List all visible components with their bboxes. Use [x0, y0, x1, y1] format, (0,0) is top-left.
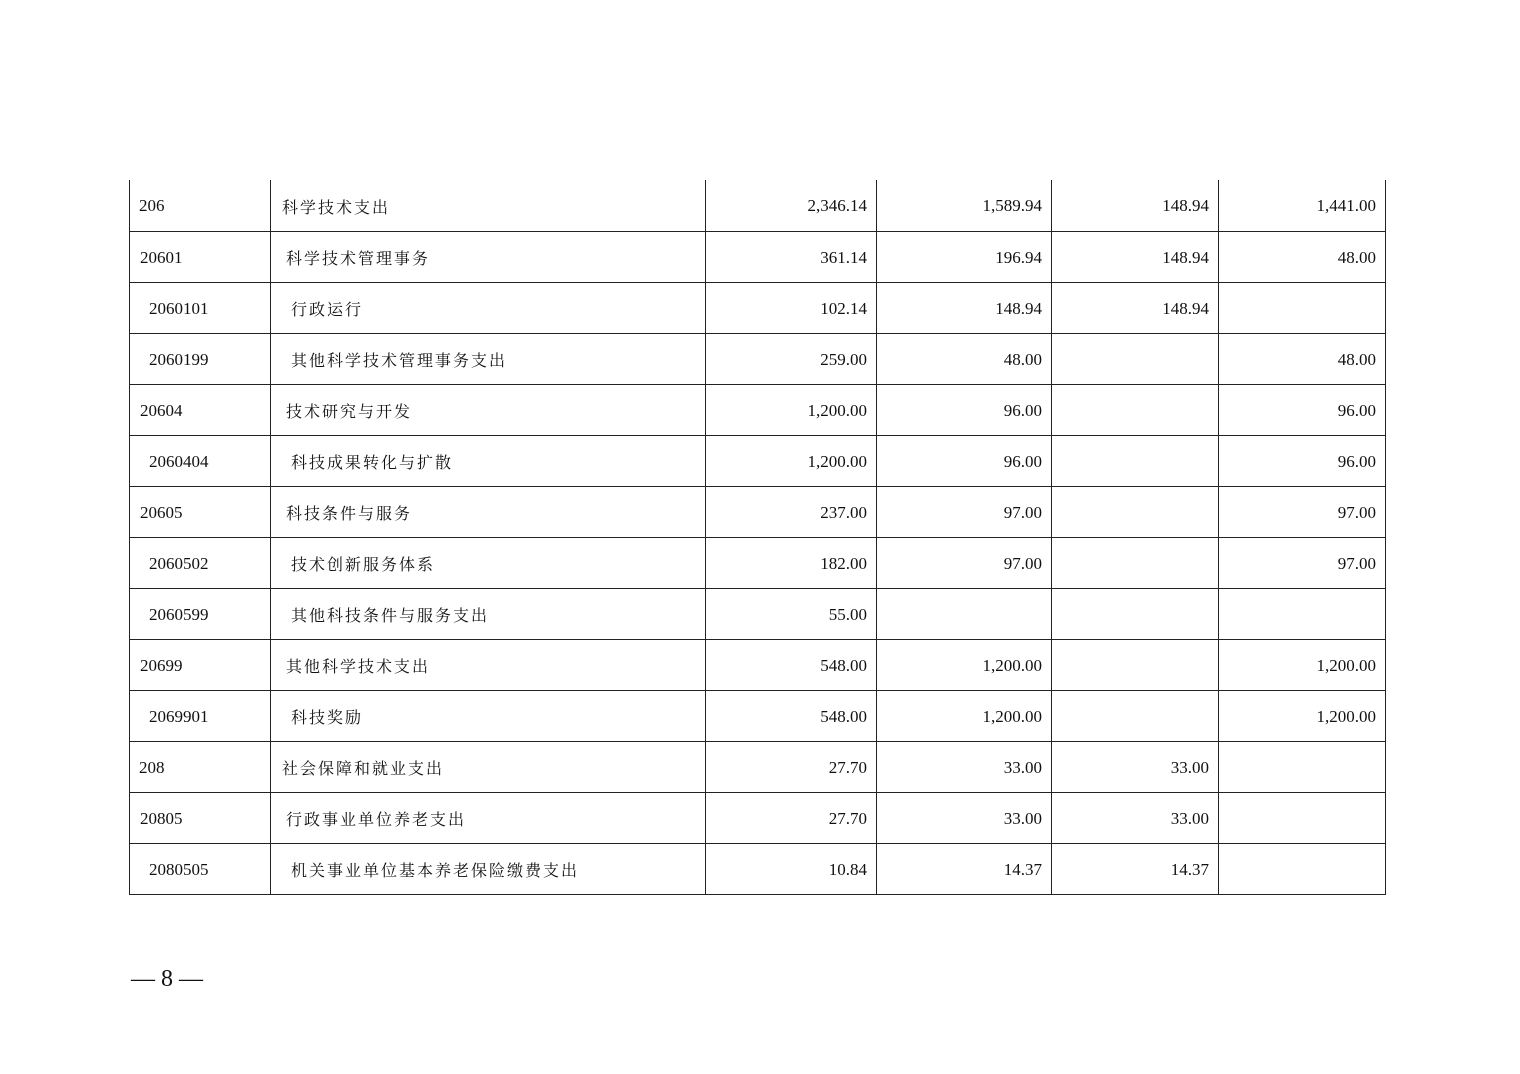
row-name: 科学技术支出	[271, 180, 706, 231]
row-value-2: 48.00	[877, 333, 1052, 384]
row-value-2: 97.00	[877, 486, 1052, 537]
table-row	[130, 639, 1386, 690]
row-value-1: 259.00	[706, 333, 877, 384]
row-value-2: 196.94	[877, 231, 1052, 282]
row-value-3: 148.94	[1052, 231, 1219, 282]
row-name: 社会保障和就业支出	[271, 741, 706, 792]
row-value-2: 33.00	[877, 792, 1052, 843]
row-name: 行政运行	[271, 282, 706, 333]
budget-table-container	[129, 180, 1385, 895]
row-value-4	[1219, 741, 1386, 792]
row-value-2: 96.00	[877, 384, 1052, 435]
row-code: 20805	[130, 792, 271, 843]
row-value-4: 96.00	[1219, 435, 1386, 486]
row-value-1: 1,200.00	[706, 435, 877, 486]
row-value-3: 33.00	[1052, 792, 1219, 843]
row-value-2: 96.00	[877, 435, 1052, 486]
row-code: 2080505	[130, 843, 271, 894]
row-value-4	[1219, 588, 1386, 639]
row-value-1: 548.00	[706, 690, 877, 741]
row-value-3	[1052, 690, 1219, 741]
budget-table	[129, 180, 1386, 895]
table-row	[130, 231, 1386, 282]
row-value-2: 33.00	[877, 741, 1052, 792]
row-value-1: 1,200.00	[706, 384, 877, 435]
table-row	[130, 537, 1386, 588]
row-value-4	[1219, 792, 1386, 843]
table-row	[130, 741, 1386, 792]
row-value-2: 148.94	[877, 282, 1052, 333]
row-code: 2060599	[130, 588, 271, 639]
row-code: 20604	[130, 384, 271, 435]
row-code: 2060199	[130, 333, 271, 384]
page-number: — 8 —	[131, 966, 203, 992]
row-code: 2069901	[130, 690, 271, 741]
row-value-3: 14.37	[1052, 843, 1219, 894]
row-value-3	[1052, 537, 1219, 588]
row-value-3	[1052, 333, 1219, 384]
row-value-1: 237.00	[706, 486, 877, 537]
row-code: 20605	[130, 486, 271, 537]
row-value-3: 148.94	[1052, 282, 1219, 333]
table-row	[130, 435, 1386, 486]
row-value-2: 1,200.00	[877, 639, 1052, 690]
row-code: 2060404	[130, 435, 271, 486]
row-value-3: 33.00	[1052, 741, 1219, 792]
row-code: 2060502	[130, 537, 271, 588]
table-row	[130, 792, 1386, 843]
row-value-2: 97.00	[877, 537, 1052, 588]
row-value-3: 148.94	[1052, 180, 1219, 231]
row-value-1: 2,346.14	[706, 180, 877, 231]
row-value-4: 1,200.00	[1219, 639, 1386, 690]
row-name: 机关事业单位基本养老保险缴费支出	[271, 843, 706, 894]
row-value-2	[877, 588, 1052, 639]
row-name: 技术研究与开发	[271, 384, 706, 435]
row-code: 206	[130, 180, 271, 231]
table-row	[130, 282, 1386, 333]
row-value-4: 97.00	[1219, 486, 1386, 537]
row-code: 208	[130, 741, 271, 792]
table-body	[130, 180, 1386, 894]
row-value-1: 27.70	[706, 792, 877, 843]
row-name: 其他科学技术管理事务支出	[271, 333, 706, 384]
table-row	[130, 333, 1386, 384]
row-value-1: 27.70	[706, 741, 877, 792]
row-name: 技术创新服务体系	[271, 537, 706, 588]
row-value-3	[1052, 588, 1219, 639]
table-row	[130, 486, 1386, 537]
row-code: 20601	[130, 231, 271, 282]
row-code: 2060101	[130, 282, 271, 333]
row-value-2: 1,589.94	[877, 180, 1052, 231]
table-row	[130, 690, 1386, 741]
row-value-2: 14.37	[877, 843, 1052, 894]
row-value-2: 1,200.00	[877, 690, 1052, 741]
table-row	[130, 180, 1386, 231]
row-value-1: 55.00	[706, 588, 877, 639]
row-value-1: 548.00	[706, 639, 877, 690]
row-value-3	[1052, 639, 1219, 690]
row-value-3	[1052, 486, 1219, 537]
row-name: 科技条件与服务	[271, 486, 706, 537]
row-value-1: 102.14	[706, 282, 877, 333]
row-name: 行政事业单位养老支出	[271, 792, 706, 843]
row-value-4: 96.00	[1219, 384, 1386, 435]
row-name: 科学技术管理事务	[271, 231, 706, 282]
row-value-3	[1052, 435, 1219, 486]
row-value-1: 10.84	[706, 843, 877, 894]
row-value-3	[1052, 384, 1219, 435]
table-row	[130, 588, 1386, 639]
row-value-4: 48.00	[1219, 333, 1386, 384]
row-name: 其他科学技术支出	[271, 639, 706, 690]
row-value-4: 1,441.00	[1219, 180, 1386, 231]
table-row	[130, 384, 1386, 435]
row-value-4	[1219, 282, 1386, 333]
row-value-4: 97.00	[1219, 537, 1386, 588]
row-name: 科技成果转化与扩散	[271, 435, 706, 486]
table-row	[130, 843, 1386, 894]
row-value-1: 182.00	[706, 537, 877, 588]
row-name: 其他科技条件与服务支出	[271, 588, 706, 639]
row-value-4	[1219, 843, 1386, 894]
row-value-1: 361.14	[706, 231, 877, 282]
row-code: 20699	[130, 639, 271, 690]
row-name: 科技奖励	[271, 690, 706, 741]
row-value-4: 1,200.00	[1219, 690, 1386, 741]
row-value-4: 48.00	[1219, 231, 1386, 282]
